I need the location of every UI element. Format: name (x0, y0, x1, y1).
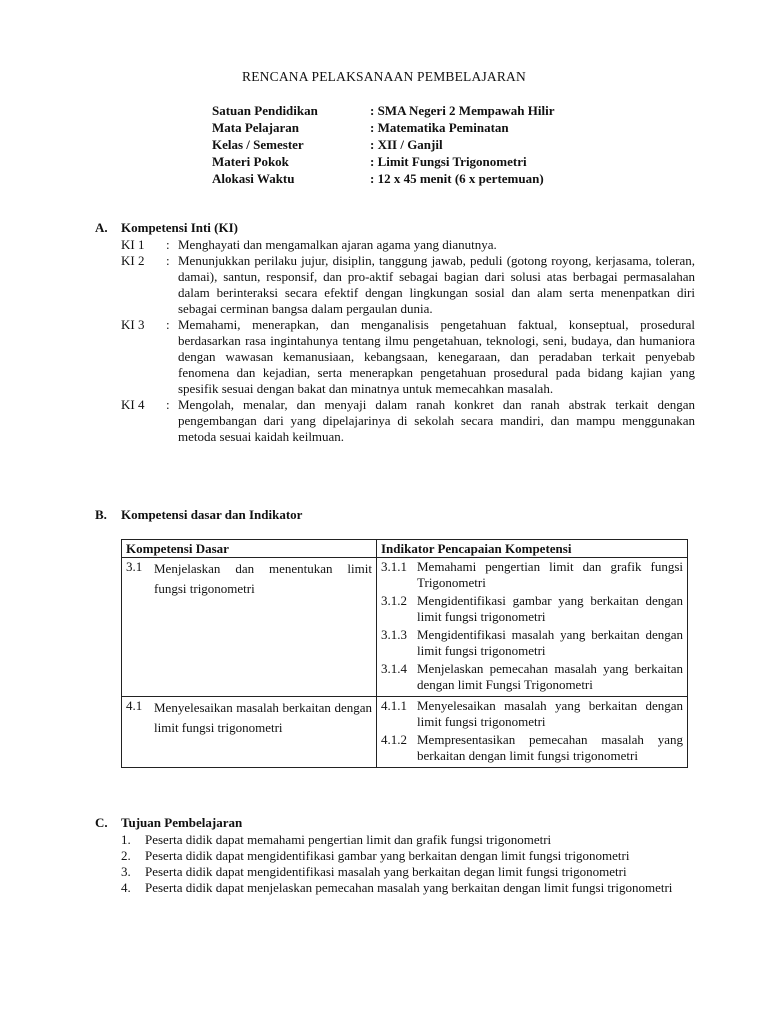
info-row (212, 137, 555, 154)
indicator-text: Menyelesaikan masalah yang berkaitan dengan limit fungsi trigonometri (417, 698, 683, 729)
indicator-text: Mempresentasikan pemecahan masalah yang berkaitan dengan limit fungsi trigonometri (417, 732, 683, 763)
kd-number: 3.1 (126, 559, 143, 574)
ki-text: Memahami, menerapkan, dan menganalisis pengetahuan faktual, konseptual, prosedural berdasarkan rasa ingintahunya tentang ilmu pengetahuan, teknologi, seni, budaya, dan humaniora dengan wawasan kemanusiaan, kebangsaan, kenegaraan, dan peradaban terkait penyebab fenomena dan kejadian, serta menerapkan pengetahuan prosedural pada bidang kajian yang spesifik sesuai dengan bakat dan minatnya untuk memecahkan masalah. (178, 317, 695, 396)
info-value: : XII / Ganjil (370, 137, 443, 152)
info-value: : 12 x 45 menit (6 x pertemuan) (370, 171, 544, 186)
ki-code: KI 2 (121, 253, 145, 268)
section-title: Kompetensi dasar dan Indikator (121, 507, 303, 522)
info-label: Kelas / Semester (212, 137, 304, 152)
indicator-text: Memahami pengertian limit dan grafik fungsi Trigonometri (417, 559, 683, 590)
ki-colon: : (166, 253, 170, 268)
info-value: : Limit Fungsi Trigonometri (370, 154, 527, 169)
info-row (212, 154, 555, 171)
section-c-heading (95, 815, 242, 831)
section-b-heading (95, 507, 302, 523)
info-label: Alokasi Waktu (212, 171, 295, 186)
kd-indicator-table (121, 539, 688, 768)
info-row (212, 171, 555, 188)
section-title: Kompetensi Inti (KI) (121, 220, 238, 235)
ki-code: KI 3 (121, 317, 145, 332)
indicator-number: 4.1.1 (381, 698, 407, 713)
indicator-item (381, 732, 683, 764)
table-row (122, 558, 688, 697)
info-label: Satuan Pendidikan (212, 103, 318, 118)
list-text: Peserta didik dapat mengidentifikasi masalah yang berkaitan degan limit fungsi trigonometri (145, 864, 627, 879)
kd-text: Menyelesaikan masalah berkaitan dengan limit fungsi trigonometri (154, 700, 372, 735)
list-text: Peserta didik dapat menjelaskan pemecahan masalah yang berkaitan dengan limit fungsi trigonometri (145, 880, 673, 895)
list-number: 2. (121, 848, 131, 863)
ki-text: Menunjukkan perilaku jujur, disiplin, tanggung jawab, peduli (gotong royong, kerjasama, toleran, damai), santun, responsif, dan pro-aktif sebagai bagian dari solusi atas berbagai permasalahan dalam berinteraksi secara efektif dengan lingkungan sosial dan alam serta menenpatkan diri sebagai cerminan bangsa dalam pergaulan dunia. (178, 253, 695, 316)
info-row (212, 103, 555, 120)
ki-code: KI 4 (121, 397, 145, 412)
kd-cell (122, 697, 377, 768)
info-value: : Matematika Peminatan (370, 120, 509, 135)
list-text: Peserta didik dapat memahami pengertian limit dan grafik fungsi trigonometri (145, 832, 552, 847)
ki-code: KI 1 (121, 237, 145, 252)
section-letter: B. (95, 507, 107, 522)
kd-item (126, 559, 372, 599)
ki-colon: : (166, 397, 170, 412)
list-item (121, 848, 695, 864)
kd-cell (122, 558, 377, 697)
indicator-number: 4.1.2 (381, 732, 407, 747)
ki-colon: : (166, 317, 170, 332)
indicator-item (381, 661, 683, 693)
indicator-item (381, 698, 683, 730)
list-item (121, 880, 695, 896)
ki-text: Menghayati dan mengamalkan ajaran agama yang dianutnya. (178, 237, 497, 252)
indicator-number: 3.1.1 (381, 559, 407, 574)
list-text: Peserta didik dapat mengidentifikasi gambar yang berkaitan dengan limit fungsi trigonometri (145, 848, 630, 863)
indicator-text: Mengidentifikasi masalah yang berkaitan dengan limit fungsi trigonometri (417, 627, 683, 658)
page-title: RENCANA PELAKSANAAN PEMBELAJARAN (242, 69, 526, 84)
indicator-item (381, 593, 683, 625)
indicator-number: 3.1.3 (381, 627, 407, 642)
indicator-number: 3.1.2 (381, 593, 407, 608)
table-header-row (122, 540, 688, 558)
indicator-cell (377, 697, 688, 768)
table-header-indicator: Indikator Pencapaian Kompetensi (377, 540, 688, 558)
section-letter: A. (95, 220, 108, 235)
ki-text: Mengolah, menalar, dan menyaji dalam ranah konkret dan ranah abstrak terkait dengan pengembangan dari yang dipelajarinya di sekolah secara mandiri, dan mampu menggunakan metoda sesuai kaidah keilmuan. (178, 397, 695, 444)
ki-item (121, 237, 695, 253)
table-header-kd: Kompetensi Dasar (122, 540, 377, 558)
ki-item (121, 253, 695, 317)
indicator-item (381, 627, 683, 659)
ki-item (121, 317, 695, 397)
identity-block (212, 103, 555, 188)
indicator-text: Mengidentifikasi gambar yang berkaitan dengan limit fungsi trigonometri (417, 593, 683, 624)
indicator-item (381, 559, 683, 591)
tujuan-list (121, 832, 695, 896)
ki-list (121, 237, 695, 445)
indicator-text: Menjelaskan pemecahan masalah yang berkaitan dengan limit Fungsi Trigonometri (417, 661, 683, 692)
indicator-cell (377, 558, 688, 697)
list-number: 4. (121, 880, 131, 895)
list-item (121, 864, 695, 880)
ki-colon: : (166, 237, 170, 252)
list-number: 3. (121, 864, 131, 879)
ki-item (121, 397, 695, 445)
list-number: 1. (121, 832, 131, 847)
indicator-number: 3.1.4 (381, 661, 407, 676)
section-a-heading (95, 220, 238, 236)
list-item (121, 832, 695, 848)
info-value: : SMA Negeri 2 Mempawah Hilir (370, 103, 555, 118)
section-letter: C. (95, 815, 108, 830)
kd-text: Menjelaskan dan menentukan limit fungsi trigonometri (154, 561, 372, 596)
info-label: Materi Pokok (212, 154, 289, 169)
kd-number: 4.1 (126, 698, 143, 713)
info-label: Mata Pelajaran (212, 120, 300, 135)
section-title: Tujuan Pembelajaran (121, 815, 243, 830)
kd-item (126, 698, 372, 738)
info-row (212, 120, 555, 137)
table-row (122, 697, 688, 768)
